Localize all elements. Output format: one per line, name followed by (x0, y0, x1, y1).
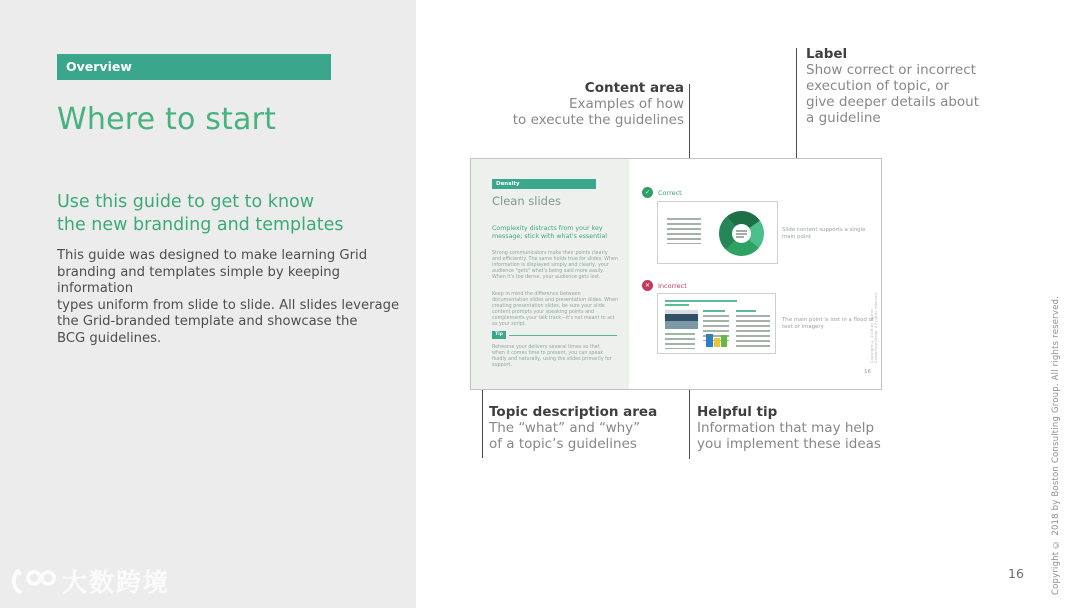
thumb-heading-line (703, 310, 725, 312)
annotation-line: The “what” and “why” (489, 420, 641, 436)
annotation-helpful-tip (697, 404, 892, 452)
mini-page-number: 16 (864, 369, 871, 375)
copyright-vertical: Copyright © 2018 by Boston Consulting Group. All rights reserved. (1051, 295, 1061, 595)
body-line: BCG guidelines. (57, 330, 162, 346)
mini-subtitle: Complexity distracts from your key message; stick with what's essential (492, 225, 608, 240)
correct-caption: Slide content supports a single main point (782, 227, 866, 240)
watermark (10, 563, 170, 599)
annotation-line: execution of topic, or (806, 78, 950, 94)
incorrect-example-thumb (657, 293, 776, 354)
thumb-bar-yellow (714, 338, 720, 347)
correct-label: Correct (658, 189, 682, 197)
annotation-line: Examples of how (568, 96, 684, 112)
thumb-title-line (665, 300, 737, 302)
annotation-line: Show correct or incorrect (806, 62, 976, 78)
page-number: 16 (1008, 566, 1024, 581)
annotation-line: to execute the guidelines (512, 112, 684, 128)
mini-copyright: Copyright © 2018 by Boston Consulting Group. All rights reserved. (870, 291, 878, 363)
annotation-title: Content area (584, 80, 684, 96)
annotation-line: of a topic’s guidelines (489, 436, 637, 452)
annotation-line: give deeper details about (806, 94, 980, 110)
thumb-title-line (665, 304, 689, 306)
annotation-content-area (420, 80, 684, 128)
annotation-title: Helpful tip (697, 404, 778, 420)
mini-section-tag: Density (492, 179, 596, 189)
thumb-text-block (667, 218, 701, 244)
section-tag (57, 54, 331, 80)
thumb-text-block (736, 315, 770, 349)
watermark-100-logo-icon (10, 565, 56, 597)
body-line: types uniform from slide to slide. All slides leverage (57, 297, 400, 313)
thumb-bar-blue (706, 334, 713, 347)
subtitle-line: Use this guide to get to know (57, 192, 315, 212)
annotation-label (806, 46, 981, 126)
mini-paragraph: Strong communicators make their points clearly and efficiently. The same holds true for slides. When information is displayed simply and clearly, your audience "gets" what's being said more easily. When it's too dense, your audience gets lost. (492, 251, 618, 280)
mini-paragraph: Keep in mind the difference between documentation slides and presentation slides. When creating presentation slides, be sure your slide content prompts your speaking points and complements your talk track—it's not meant to act as your script. (492, 292, 618, 327)
annotation-line: a guideline (806, 110, 881, 126)
donut-center (732, 224, 751, 243)
body-line: branding and templates simple by keeping information (57, 264, 341, 297)
annotation-topic-description (489, 404, 684, 452)
mini-title: Clean slides (492, 194, 562, 208)
body-line: the Grid-branded template and showcase the (57, 314, 358, 330)
left-panel (0, 0, 416, 608)
thumb-photo (665, 310, 698, 329)
thumb-text-block (665, 333, 695, 349)
section-tag-label: Overview (66, 59, 132, 74)
correct-example-thumb (657, 201, 778, 264)
annotation-line: Information that may help (697, 420, 875, 436)
watermark-text: 大数跨境 (62, 568, 171, 597)
thumb-bar-green (721, 335, 727, 347)
donut-chart-icon (719, 211, 764, 256)
thumb-heading-line (736, 310, 756, 312)
mini-tip-tag: Tip (492, 331, 506, 339)
body-paragraph (57, 248, 402, 348)
mini-topic-panel (471, 159, 629, 389)
example-slide-thumbnail (470, 158, 882, 390)
body-line: This guide was designed to make learning Grid (57, 248, 368, 263)
incorrect-x-icon: ✕ (642, 280, 653, 291)
page-subtitle (57, 191, 343, 237)
incorrect-label: Incorrect (658, 282, 687, 290)
correct-check-icon: ✓ (642, 187, 653, 198)
annotation-title: Label (806, 46, 848, 62)
annotation-line: you implement these ideas (697, 436, 881, 452)
subtitle-line: the new branding and templates (57, 215, 344, 235)
mini-tip-rule (509, 335, 617, 336)
mini-tip-text: Rehearse your delivery several times so that when it comes time to present, you can speak fluidly and naturally, using the slides primarily for support. (492, 345, 612, 368)
page-title: Where to start (57, 102, 277, 137)
annotation-title: Topic description area (489, 404, 658, 420)
incorrect-caption: The main point is lost in a flood of text or imagery (782, 317, 874, 330)
